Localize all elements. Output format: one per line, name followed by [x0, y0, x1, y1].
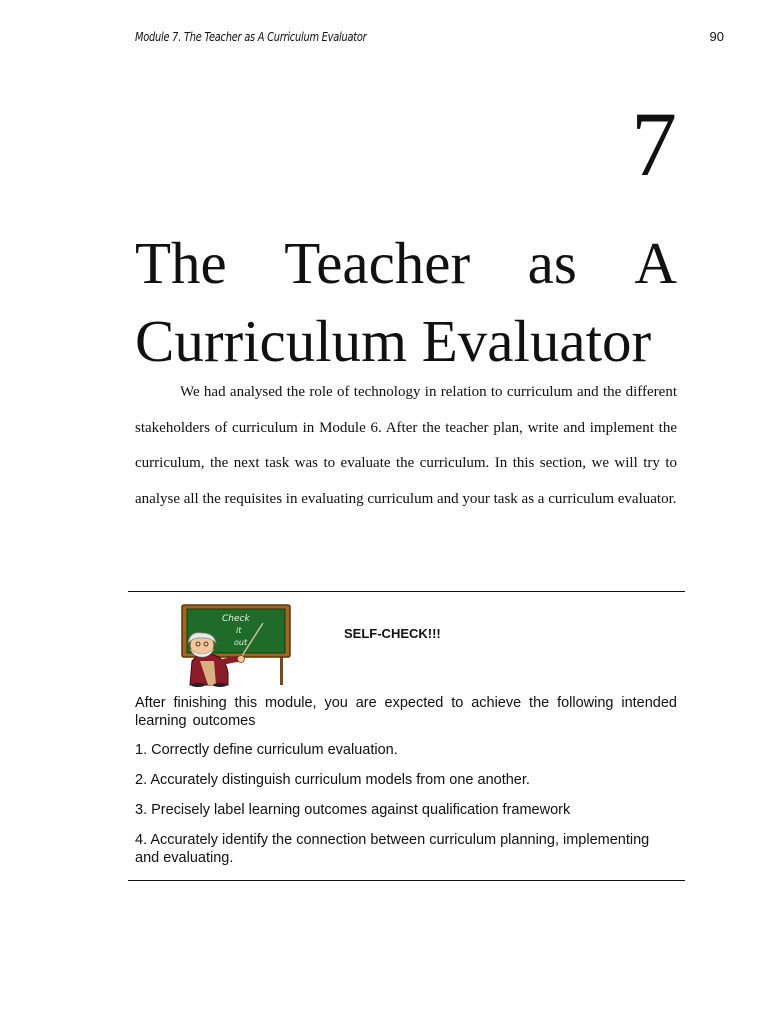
outcomes-lead: After finishing this module, you are expected to achieve the following intended learning outcomes	[135, 695, 677, 729]
board-text-line: it	[236, 626, 242, 635]
running-header-title: Module 7. The Teacher as A Curriculum Evaluator	[135, 30, 367, 44]
section-divider-top	[128, 591, 685, 592]
chapter-number: 7	[631, 93, 677, 195]
outcome-item: 1. Correctly define curriculum evaluation.	[135, 742, 398, 758]
outcome-item: 3. Precisely label learning outcomes against qualification framework	[135, 802, 571, 818]
board-text-line: out	[234, 638, 248, 647]
chapter-title-line-1	[135, 224, 677, 302]
self-check-heading: SELF-CHECK!!!	[344, 626, 441, 641]
title-word: as	[527, 230, 577, 296]
title-word: A	[634, 230, 677, 296]
title-word: Teacher	[284, 230, 471, 296]
outcome-item: 2. Accurately distinguish curriculum models from one another.	[135, 772, 530, 788]
board-text-line: Check	[222, 614, 250, 624]
intro-paragraph	[135, 375, 677, 517]
intro-text: We had analysed the role of technology in relation to curriculum and the different stakeholders of curriculum in Module 6. After the teacher plan, write and implement the curriculum, the next task was to evaluate the curriculum. In this section, we will try to analyse all the requisites in evaluating curriculum and your task as a curriculum evaluator.	[135, 384, 677, 507]
chapter-title-line-2: Curriculum Evaluator	[135, 308, 652, 374]
teacher-at-chalkboard-icon	[170, 603, 292, 687]
learning-outcomes	[135, 694, 677, 879]
page-number: 90	[709, 29, 724, 44]
chapter-title	[135, 224, 677, 380]
section-divider-bottom	[128, 880, 685, 881]
title-word: The	[135, 230, 227, 296]
outcome-item: 4. Accurately identify the connection between curriculum planning, implementing and evaluating.	[135, 832, 650, 866]
